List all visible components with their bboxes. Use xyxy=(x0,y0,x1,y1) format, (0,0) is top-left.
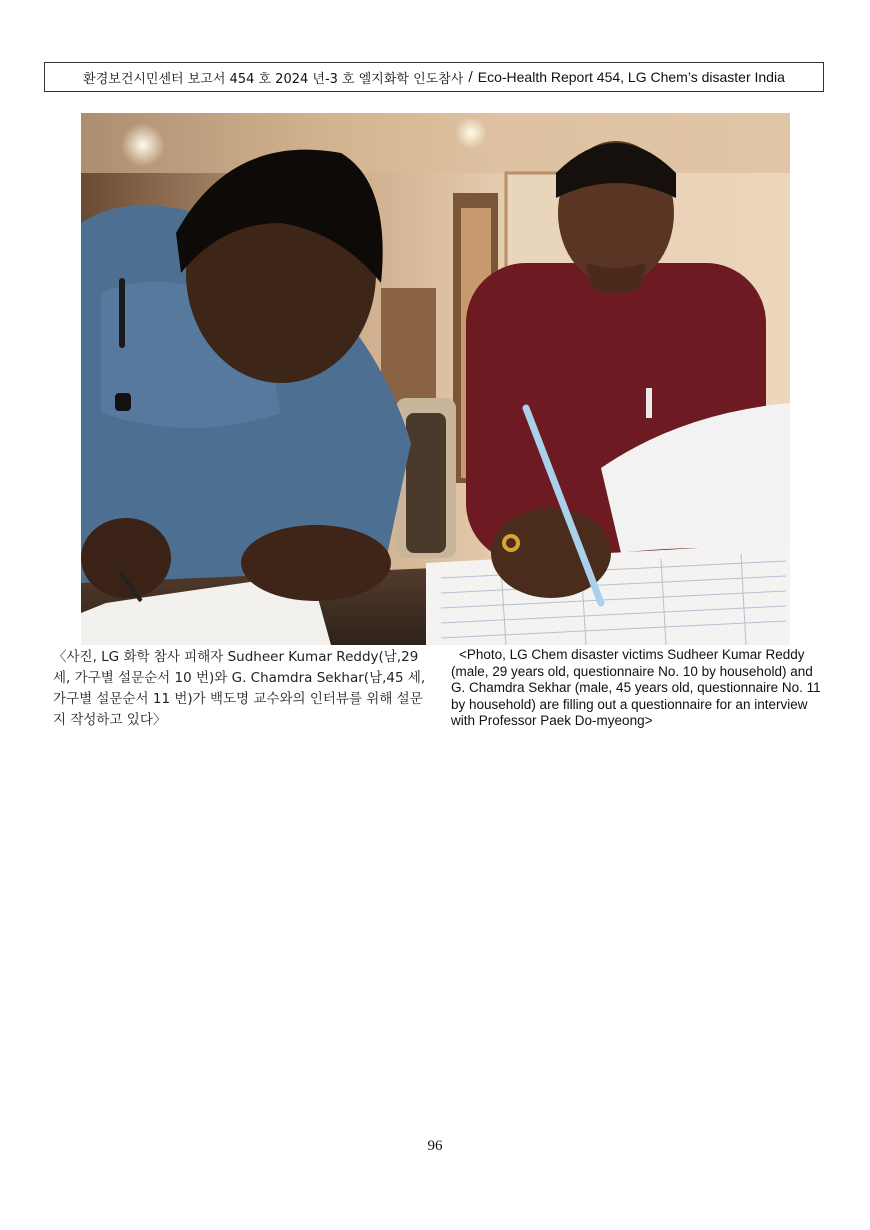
page-number: 96 xyxy=(427,1138,443,1154)
caption-korean: 〈사진, LG 화학 참사 피해자 Sudheer Kumar Reddy(남,29 세, 가구별 설문순서 10 번)와 G. Chamdra Sekhar(남,45 세, 가구별 설문순서 11 번)가 백도명 교수와의 인터뷰를 위해 설문지 작성하고 있다〉 xyxy=(53,649,426,728)
report-header xyxy=(44,62,824,92)
interview-photo xyxy=(81,113,790,645)
header-english: Eco-Health Report 454, LG Chem’s disaster India xyxy=(477,69,785,85)
header-separator: / xyxy=(468,69,473,85)
caption-english: <Photo, LG Chem disaster victims Sudheer Kumar Reddy (male, 29 years old, questionnaire No. 10 by household) and G. Chamdra Sekhar (male, 45 years old, questionnaire No. 11 by household) are filling out a questionnaire for an interview with Professor Paek Do-myeong> xyxy=(451,647,821,728)
header-korean: 환경보건시민센터 보고서 454 호 2024 년-3 호 엘지화학 인도참사 xyxy=(83,71,464,87)
